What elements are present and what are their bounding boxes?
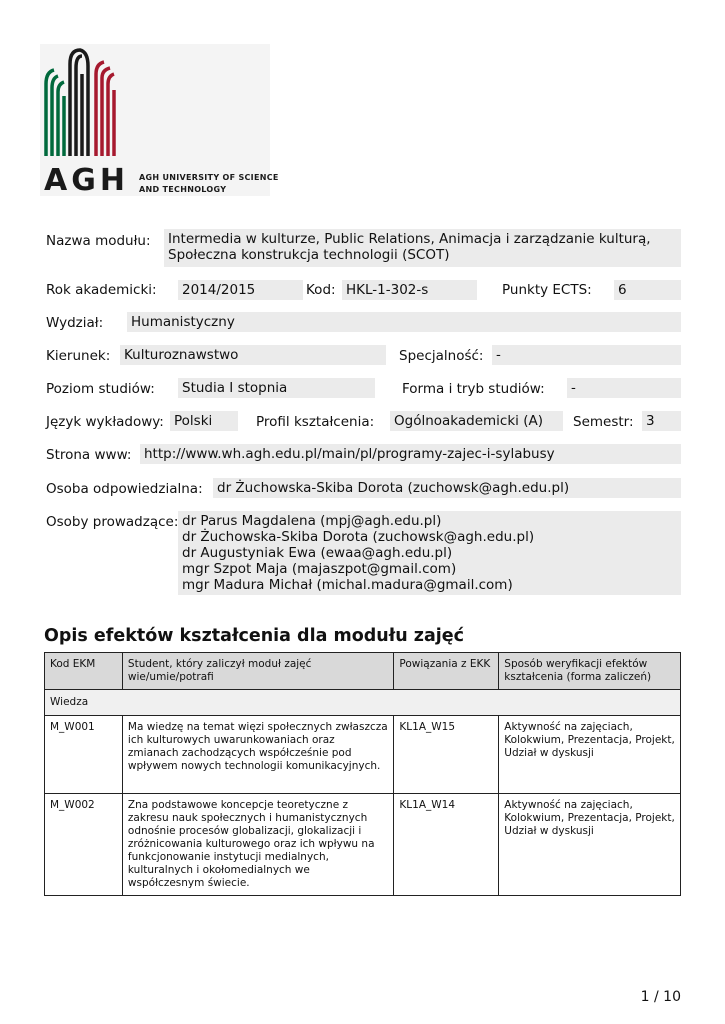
header-code: Kod EKM [45,653,123,690]
form-value: - [567,378,681,398]
code-value: HKL-1-302-s [342,280,477,300]
row-method: Aktywność na zajęciach, Kolokwium, Prezentacja, Projekt, Udział w dyskusji [499,716,681,794]
table-header-row [45,653,681,690]
language-value: Polski [170,411,238,431]
header-ekk: Powiązania z EKK [394,653,499,690]
responsible-label: Osoba odpowiedzialna: [46,481,203,497]
teachers-label: Osoby prowadzące: [46,514,179,530]
teacher-item: dr Augustyniak Ewa (ewaa@agh.edu.pl) [182,545,453,561]
section-title: Opis efektów kształcenia dla modułu zajęć [44,626,465,646]
row-ekk: KL1A_W14 [394,794,499,896]
category-label: Wiedza [45,690,681,716]
row-description: Ma wiedzę na temat więzi społecznych zwłaszcza ich kulturowych uwarunkowaniach oraz zmianach zachodzących współcześnie pod wpływem nowych technologii komunikacyjnych. [122,716,393,794]
table-row [45,794,681,896]
header-verification: Sposób weryfikacji efektów kształcenia (forma zaliczeń) [499,653,681,690]
faculty-label: Wydział: [46,315,104,331]
page-number: 1 / 10 [640,989,681,1005]
module-name-line2: Społeczna konstrukcja technologii (SCOT) [168,247,450,263]
year-value: 2014/2015 [178,280,303,300]
row-code: M_W002 [45,794,123,896]
field-label: Kierunek: [46,348,111,364]
www-link[interactable]: http://www.wh.agh.edu.pl/main/pl/programy-zajec-i-sylabusy [140,444,681,464]
code-label: Kod: [306,282,336,298]
row-method: Aktywność na zajęciach, Kolokwium, Prezentacja, Projekt, Udział w dyskusji [499,794,681,896]
field-value: Kulturoznawstwo [120,345,386,365]
profile-label: Profil kształcenia: [256,414,375,430]
teachers-list [178,511,681,595]
category-row [45,690,681,716]
teacher-item: mgr Madura Michał (michal.madura@gmail.com) [182,577,513,593]
logo-wordmark: AGH [44,163,129,198]
www-label: Strona www: [46,447,132,463]
module-name-field [164,229,681,267]
module-name-line1: Intermedia w kulturze, Public Relations, Animacja i zarządzanie kulturą, [168,231,651,247]
level-label: Poziom studiów: [46,381,155,397]
level-value: Studia I stopnia [178,378,375,398]
logo-subtitle [139,172,279,196]
ects-label: Punkty ECTS: [502,282,592,298]
row-description: Zna podstawowe koncepcje teoretyczne z zakresu nauk społecznych i humanistycznych odnośnie procesów globalizacji, glokalizacji i zróżnicowania kulturowego oraz ich wpływu na funkcjonowanie instytucji medialnych, kulturalnych i okołomedialnych we współczesnym świecie. [122,794,393,896]
row-ekk: KL1A_W15 [394,716,499,794]
table-row [45,716,681,794]
faculty-value: Humanistyczny [127,312,681,332]
specialty-value: - [492,345,681,365]
ects-value: 6 [614,280,681,300]
profile-value: Ogólnoakademicki (A) [390,411,563,431]
semester-label: Semestr: [573,414,634,430]
year-label: Rok akademicki: [46,282,157,298]
specialty-label: Specjalność: [399,348,484,364]
teacher-item: dr Żuchowska-Skiba Dorota (zuchowsk@agh.edu.pl) [182,529,535,545]
ekm-table [44,652,681,896]
semester-value: 3 [642,411,681,431]
responsible-value: dr Żuchowska-Skiba Dorota (zuchowsk@agh.edu.pl) [213,478,681,498]
teacher-item: dr Parus Magdalena (mpj@agh.edu.pl) [182,513,442,529]
row-code: M_W001 [45,716,123,794]
form-label: Forma i tryb studiów: [402,381,545,397]
logo-strand-black-1 [70,50,88,156]
agh-logo-mark [40,44,140,164]
logo-subtitle-line2: AND TECHNOLOGY [139,185,227,194]
logo-subtitle-line1: AGH UNIVERSITY OF SCIENCE [139,173,279,182]
module-name-label: Nazwa modułu: [46,233,151,249]
language-label: Język wykładowy: [46,414,164,430]
header-description: Student, który zaliczył moduł zajęć wie/umie/potrafi [122,653,393,690]
teacher-item: mgr Szpot Maja (majaszpot@gmail.com) [182,561,457,577]
